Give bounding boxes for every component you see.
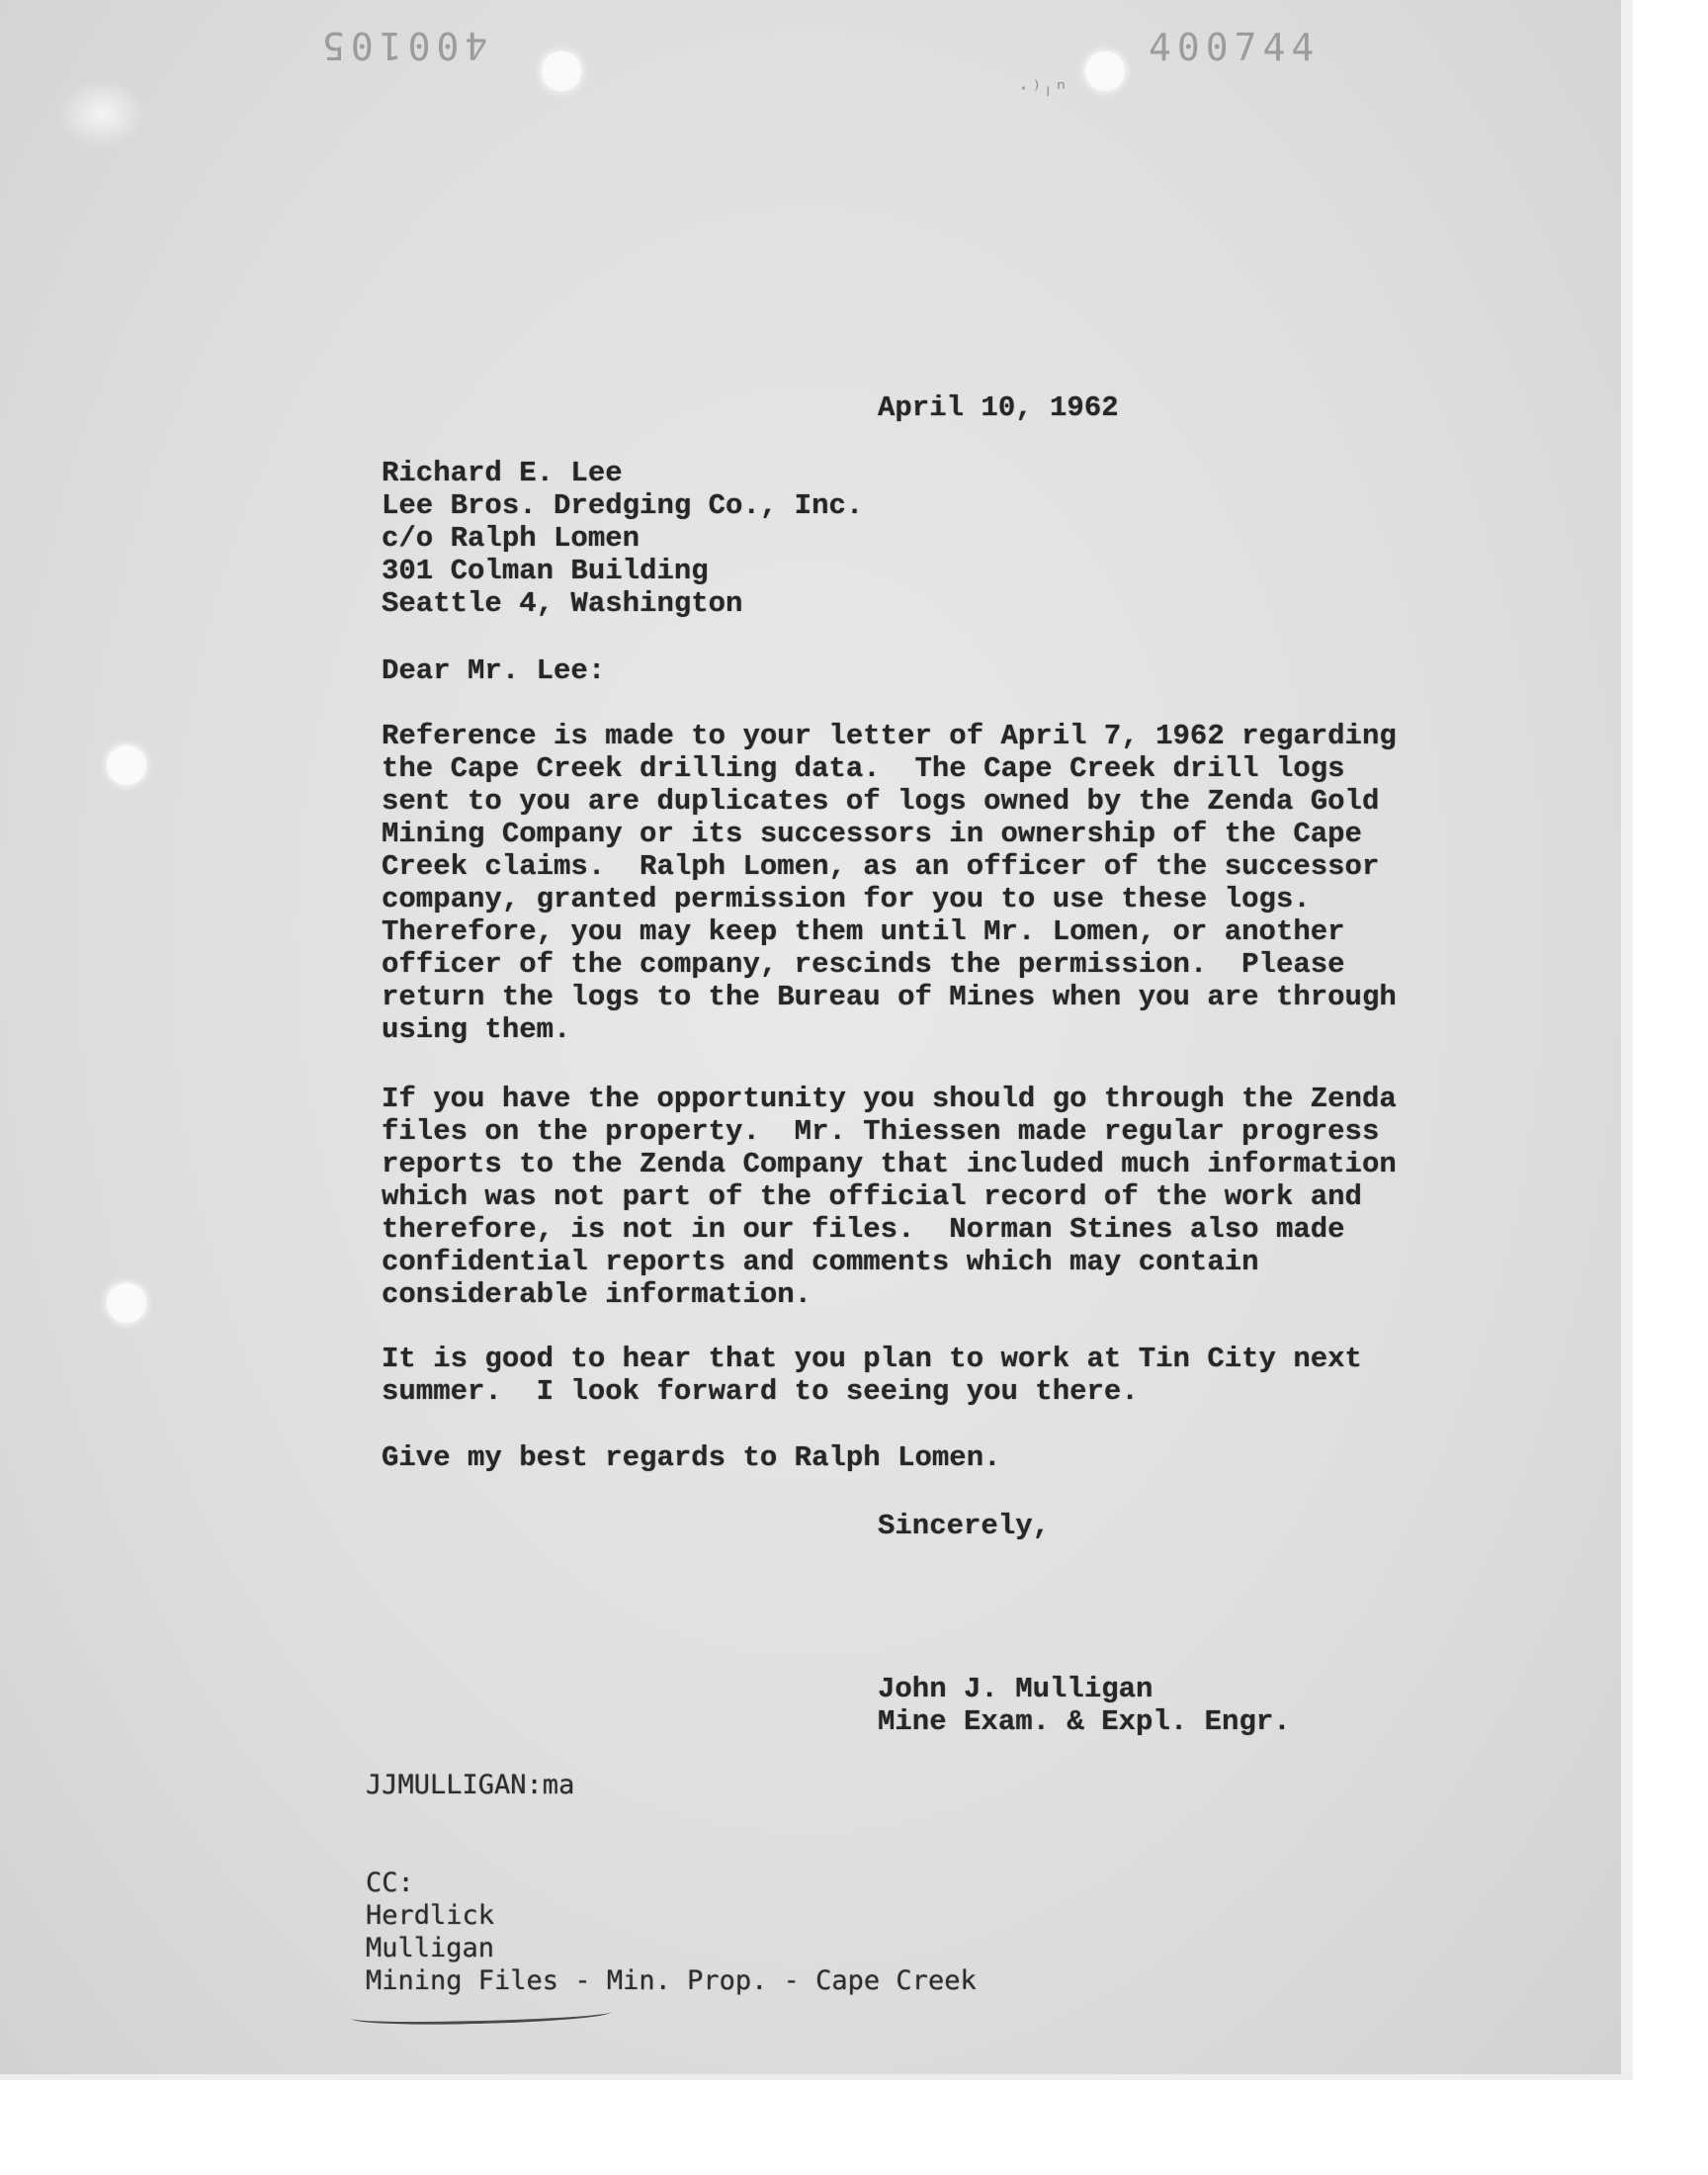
- paragraph-line: Give my best regards to Ralph Lomen.: [382, 1441, 1001, 1474]
- address-line: 301 Colman Building: [382, 555, 709, 587]
- paragraph-line: therefore, is not in our files. Norman Stines also made: [382, 1213, 1345, 1246]
- salutation: Dear Mr. Lee:: [382, 654, 606, 687]
- paragraph-line: sent to you are duplicates of logs owned by the Zenda Gold: [382, 785, 1380, 818]
- signature-block: [878, 1673, 1291, 1738]
- recipient-address: [382, 457, 863, 620]
- paragraph-line: officer of the company, rescinds the permission. Please: [382, 948, 1345, 981]
- paragraph-line: If you have the opportunity you should go through the Zenda: [382, 1083, 1397, 1115]
- paragraph-3: [382, 1343, 1362, 1408]
- paragraph-line: summer. I look forward to seeing you there.: [382, 1375, 1139, 1408]
- paragraph-line: using them.: [382, 1013, 571, 1046]
- cc-label: CC:: [366, 1868, 414, 1898]
- cc-list: [366, 1867, 977, 1997]
- typist-initials: JJMULLIGAN:ma: [366, 1770, 575, 1800]
- handwritten-underline: [352, 2004, 611, 2028]
- paragraph-line: considerable information.: [382, 1278, 812, 1311]
- paragraph-1: [382, 720, 1397, 1046]
- address-line: Seattle 4, Washington: [382, 587, 743, 620]
- paragraph-2: [382, 1083, 1397, 1311]
- closing: Sincerely,: [878, 1510, 1051, 1542]
- cc-item: Herdlick: [366, 1900, 495, 1931]
- paragraph-line: Therefore, you may keep them until Mr. Lomen, or another: [382, 915, 1345, 948]
- address-line: c/o Ralph Lomen: [382, 522, 640, 555]
- page-bottom-edge: [0, 2074, 1633, 2080]
- address-line: Richard E. Lee: [382, 457, 623, 489]
- cc-item: Mulligan: [366, 1933, 495, 1963]
- page-edge: [1621, 0, 1633, 2074]
- paragraph-4: [382, 1441, 1001, 1474]
- paragraph-line: Mining Company or its successors in ownership of the Cape: [382, 818, 1362, 850]
- signer-title: Mine Exam. & Expl. Engr.: [878, 1705, 1291, 1738]
- stamp-number: 400744: [1149, 26, 1321, 69]
- paragraph-line: the Cape Creek drilling data. The Cape Creek drill logs: [382, 752, 1345, 785]
- signer-name: John J. Mulligan: [878, 1673, 1153, 1705]
- paragraph-line: It is good to hear that you plan to work at Tin City next: [382, 1343, 1362, 1375]
- paragraph-line: Reference is made to your letter of April 7, 1962 regarding: [382, 720, 1397, 752]
- paragraph-line: confidential reports and comments which may contain: [382, 1246, 1259, 1278]
- paragraph-line: return the logs to the Bureau of Mines when you are through: [382, 981, 1397, 1013]
- paragraph-line: Creek claims. Ralph Lomen, as an officer of the successor: [382, 850, 1380, 883]
- paragraph-line: company, granted permission for you to use these logs.: [382, 883, 1311, 915]
- paragraph-line: which was not part of the official record of the work and: [382, 1180, 1362, 1213]
- paragraph-line: files on the property. Mr. Thiessen made regular progress: [382, 1115, 1380, 1148]
- paragraph-line: reports to the Zenda Company that included much information: [382, 1148, 1397, 1180]
- cc-item: Mining Files - Min. Prop. - Cape Creek: [366, 1965, 977, 1996]
- letter-date: April 10, 1962: [878, 392, 1119, 424]
- handwritten-mark: · ⁾ ₗ ⁿ: [1020, 77, 1066, 102]
- address-line: Lee Bros. Dredging Co., Inc.: [382, 489, 864, 522]
- stamp-number-inverted: 400105: [316, 24, 488, 67]
